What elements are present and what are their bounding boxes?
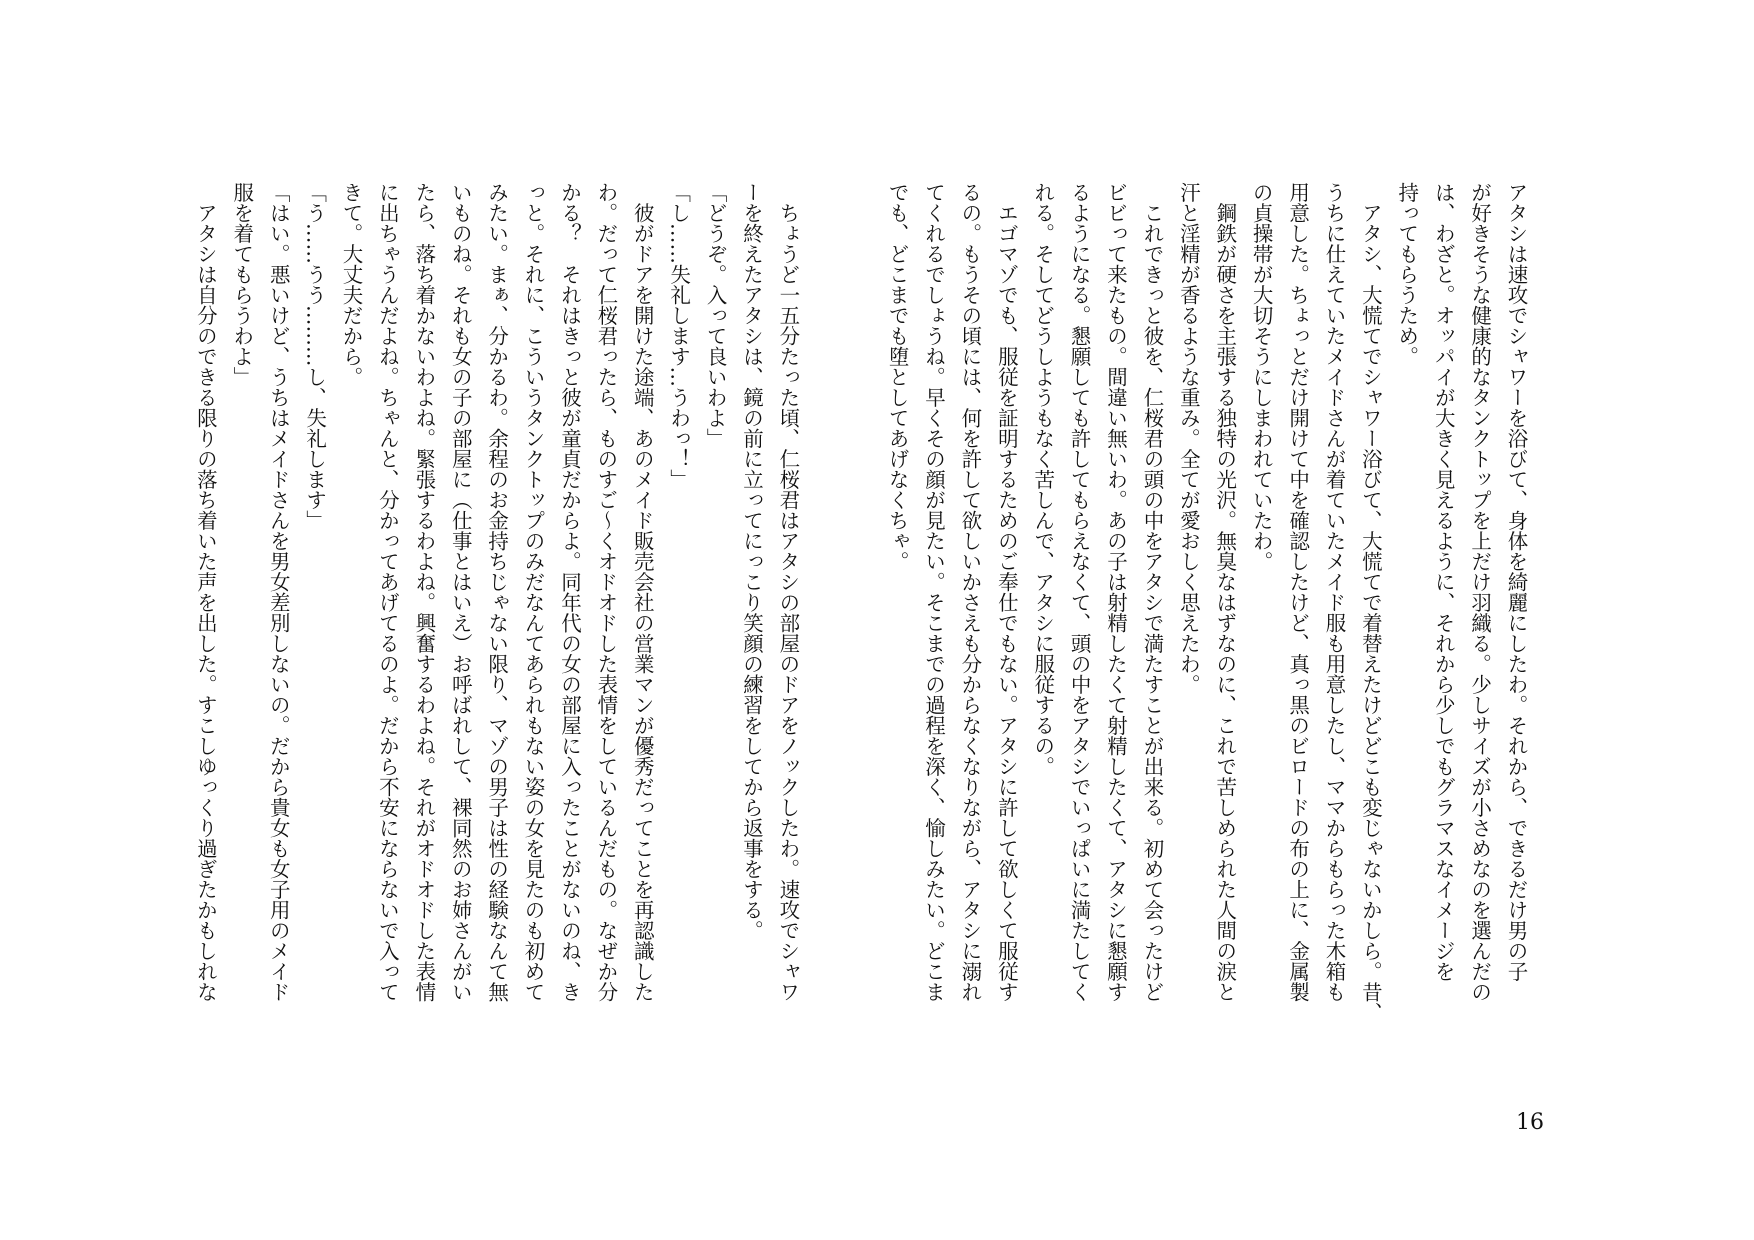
text-line: いものね。それも女の子の部屋に（仕事とはいえ）お呼ばれして、裸同然のお姉さんがい <box>448 182 473 1002</box>
text-line: っと。それに、こういうタンクトップのみだなんてあられもない姿の女を見たのも初めて <box>521 182 546 1002</box>
text-line: が好きそうな健康的なタンクトップを上だけ羽織る。少しサイズが小さめなのを選んだの <box>1467 182 1492 1002</box>
blank-line <box>842 182 878 1072</box>
text-line: アタシは速攻でシャワーを浴びて、身体を綺麗にしたわ。それから、できるだけ男の子 <box>1504 182 1528 982</box>
text-line: でも、どこまでも堕としてあげなくちゃ。 <box>885 182 910 572</box>
text-line: 汗と淫精が香るような重み。全てが愛おしく思えたわ。 <box>1176 182 1201 695</box>
text-line: かる？ それはきっと彼が童貞だからよ。同年代の女の部屋に入ったことがないのね、き <box>557 182 582 1002</box>
text-line: 彼がドアを開けた途端、あのメイド販売会社の営業マンが優秀だってことを再認識した <box>630 182 655 1002</box>
text-line: に出ちゃうんだよね。ちゃんと、分かってあげてるのよ。だから不安にならないで入って <box>375 182 400 1002</box>
blank-line <box>806 182 842 1072</box>
text-line: ビビって来たもの。間違い無いわ。あの子は射精したくて射精したくて、アタシに懇願す <box>1103 182 1128 1002</box>
text-line: うちに仕えていたメイドさんが着ていたメイド服も用意したし、ママからもらった木箱も <box>1321 182 1346 1002</box>
text-line: これできっと彼を、仁桜君の頭の中をアタシで満たすことが出来る。初めて会ったけど <box>1139 182 1164 1002</box>
text-line: ちょうど一五分たった頃、仁桜君はアタシの部屋のドアをノックしたわ。速攻でシャワ <box>775 182 800 1002</box>
text-line: るようになる。懇願しても許してもらえなくて、頭の中をアタシでいっぱいに満たしてく <box>1067 182 1092 1002</box>
text-line: きて。大丈夫だから。 <box>339 182 363 387</box>
text-line: エゴマゾでも、服従を証明するためのご奉仕でもない。アタシに許して欲しくて服従す <box>994 182 1019 1002</box>
text-line: アタシ、大慌てでシャワー浴びて、大慌てで着替えたけどどこも変じゃないかしら。昔、 <box>1358 182 1383 1023</box>
text-line: れる。そしてどうしようもなく苦しんで、アタシに服従するの。 <box>1030 182 1055 777</box>
text-line: たら、落ち着かないわよね。緊張するわよね。興奮するわよね。それがオドオドした表情 <box>411 182 436 1002</box>
text-line: は、わざと。オッパイが大きく見えるように、それから少しでもグラマスなイメージを <box>1431 182 1456 982</box>
text-line: 持ってもらうため。 <box>1394 182 1419 367</box>
vertical-body-text <box>187 182 1534 1072</box>
text-line: アタシは自分のできる限りの落ち着いた声を出した。すこしゆっくり過ぎたかもしれな <box>193 182 218 1002</box>
page-number: 16 <box>1516 1110 1544 1135</box>
text-line: 「う……うう………し、失礼します」 <box>302 182 327 531</box>
text-line: わ。だって仁桜君ったら、ものすご～くオドオドした表情をしているんだもの。なぜか分 <box>593 182 618 1002</box>
text-line: 鋼鉄が硬さを主張する独特の光沢。無臭なはずなのに、これで苦しめられた人間の涙と <box>1212 182 1237 1002</box>
text-line: てくれるでしょうね。早くその顔が見たい。そこまでの過程を深く、愉しみたい。どこま <box>921 182 946 1002</box>
text-line: 「はい。悪いけど、うちはメイドさんを男女差別しないの。だから貴女も女子用のメイド <box>266 182 291 1002</box>
text-line: の貞操帯が大切そうにしまわれていたわ。 <box>1249 182 1274 572</box>
text-line: 「し……失礼します…うわっ！」 <box>666 182 691 490</box>
text-line: ーを終えたアタシは、鏡の前に立ってにっこり笑顔の練習をしてから返事をする。 <box>739 182 764 941</box>
text-line: 「どうぞ。入って良いわよ」 <box>703 182 728 449</box>
text-line: 用意した。ちょっとだけ開けて中を確認したけど、真っ黒のビロードの布の上に、金属製 <box>1285 182 1310 1002</box>
text-line: るの。もうその頃には、何を許して欲しいかさえも分からなくなりながら、アタシに溺れ <box>957 182 982 1002</box>
text-line: みたい。まぁ、分かるわ。余程のお金持ちじゃない限り、マゾの男子は性の経験なんて無 <box>484 182 509 1002</box>
text-line: 服を着てもらうわよ」 <box>229 182 254 387</box>
